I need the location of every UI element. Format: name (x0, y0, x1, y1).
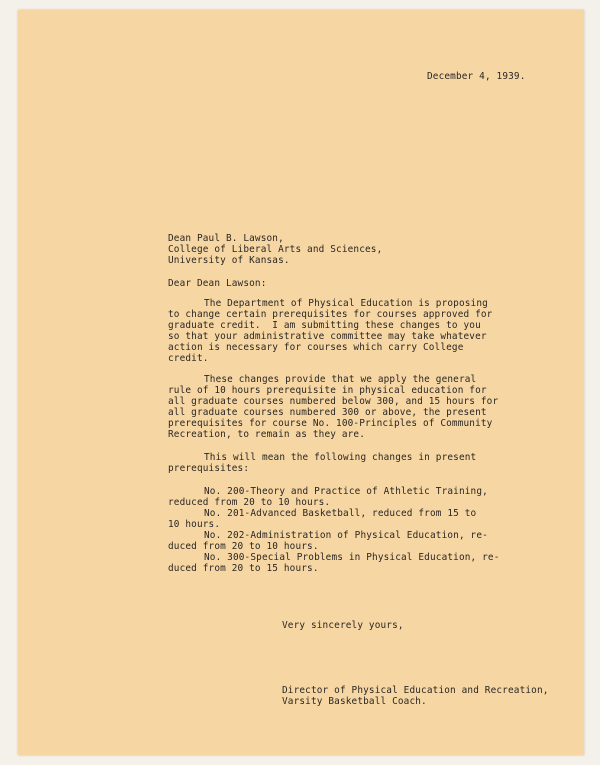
paragraph-line: These changes provide that we apply the general (204, 374, 477, 385)
paragraph-line: credit. (168, 353, 209, 364)
salutation: Dear Dean Lawson: (168, 278, 267, 289)
paragraph-line: prerequisites for course No. 100-Principles of Community (168, 418, 493, 429)
paragraph-line: so that your administrative committee may take whatever (168, 331, 487, 342)
letter-page (18, 10, 584, 755)
change-item: No. 300-Special Problems in Physical Education, re- (204, 552, 500, 563)
change-item: duced from 20 to 15 hours. (168, 563, 319, 574)
paragraph-line: This will mean the following changes in present (204, 452, 477, 463)
change-item: 10 hours. (168, 519, 221, 530)
paragraph-line: all graduate courses numbered below 300, and 15 hours for (168, 396, 499, 407)
paragraph-line: graduate credit. I am submitting these changes to you (168, 320, 481, 331)
paragraph-line: all graduate courses numbered 300 or above, the present (168, 407, 487, 418)
signature-title: Director of Physical Education and Recreation, (282, 685, 549, 696)
signature-subtitle: Varsity Basketball Coach. (282, 696, 427, 707)
paragraph-line: The Department of Physical Education is proposing (204, 298, 488, 309)
change-item: No. 202-Administration of Physical Education, re- (204, 530, 488, 541)
letter-date: December 4, 1939. (427, 71, 526, 82)
paragraph-line: Recreation, to remain as they are. (168, 429, 366, 440)
change-item: No. 200-Theory and Practice of Athletic Training, (204, 486, 488, 497)
paragraph-line: to change certain prerequisites for courses approved for (168, 309, 493, 320)
change-item: No. 201-Advanced Basketball, reduced from 15 to (204, 508, 477, 519)
recipient-university: University of Kansas. (168, 255, 290, 266)
paragraph-line: action is necessary for courses which carry College (168, 342, 464, 353)
change-item: duced from 20 to 10 hours. (168, 541, 319, 552)
recipient-name: Dean Paul B. Lawson, (168, 233, 284, 244)
paragraph-line: rule of 10 hours prerequisite in physical education for (168, 385, 487, 396)
closing: Very sincerely yours, (282, 620, 404, 631)
recipient-college: College of Liberal Arts and Sciences, (168, 244, 383, 255)
change-item: reduced from 20 to 10 hours. (168, 497, 331, 508)
paragraph-line: prerequisites: (168, 463, 250, 474)
